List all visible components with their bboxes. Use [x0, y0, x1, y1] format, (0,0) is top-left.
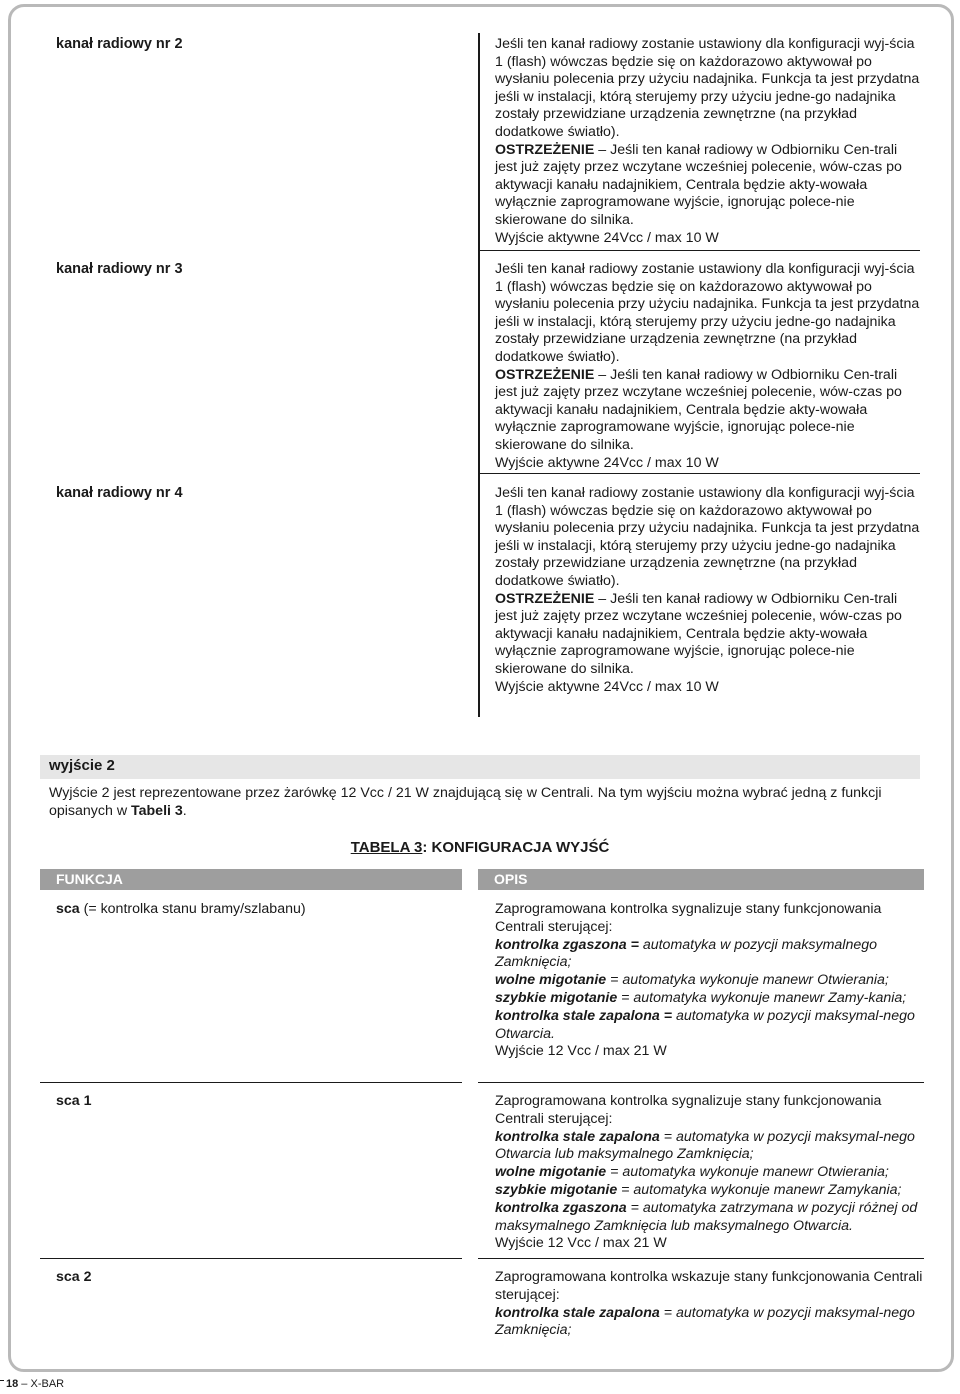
row-separator [478, 1082, 924, 1083]
function-description [495, 1093, 925, 1253]
channel-label: kanał radiowy nr 2 [56, 36, 183, 52]
table-number: TABELA 3 [350, 839, 423, 856]
warning-label: OSTRZEŻENIE [495, 141, 595, 158]
channel-warning [495, 367, 921, 455]
description-item [495, 972, 925, 990]
row-separator [40, 1258, 462, 1259]
function-code: sca 2 [56, 1269, 92, 1285]
item-term: kontrolka zgaszona [495, 1199, 627, 1216]
warning-text: – Jeśli ten kanał radiowy w Odbiorniku Cen-trali jest już zajęty przez wczytane wcześniej polecenie, wów-czas po aktywacji kanału nadajnikiem, Centrala będzie akty-wowała wyłącznie zaprogramowane wyjście, ignorując polece-nie skierowane do silnika. [495, 366, 902, 453]
function-description [495, 901, 925, 1061]
warning-text: – Jeśli ten kanał radiowy w Odbiorniku Cen-trali jest już zajęty przez wczytane wcześniej polecenie, wów-czas po aktywacji kanału nadajnikiem, Centrala będzie akty-wowała wyłącznie zaprogramowane wyjście, ignorując polece-nie skierowane do silnika. [495, 590, 902, 677]
item-text: = automatyka wykonuje manewr Otwierania; [606, 972, 889, 989]
function-name [56, 901, 306, 917]
description-item [495, 1164, 925, 1182]
channel-warning [495, 142, 921, 230]
channel-intro: Jeśli ten kanał radiowy zostanie ustawiony dla konfiguracji wyj-ścia 1 (flash) wówczas będzie się on każdorazowo aktywował po wysłaniu polecenia przy użyciu nadajnika. Funkcja ta jest przydatna jeśli w instalacji, którą sterujemy przy użyciu jedne-go nadajnika zostały przewidziane urządzenia zewnętrzne (na przykład dodatkowe światło). [495, 261, 920, 365]
description-output: Wyjście 12 Vcc / max 21 W [495, 1043, 667, 1060]
item-text: = automatyka wykonuje manewr Zamykania; [617, 1181, 902, 1198]
table-title [0, 839, 960, 856]
item-text: = automatyka wykonuje manewr Zamy-kania; [617, 989, 907, 1006]
description-item [495, 1305, 925, 1341]
item-text: = automatyka w pozycji maksymal-nego Zamknięcia; [495, 1304, 915, 1339]
function-code: sca 1 [56, 1093, 92, 1109]
channel-intro: Jeśli ten kanał radiowy zostanie ustawiony dla konfiguracji wyj-ścia 1 (flash) wówczas będzie się on każdorazowo aktywował po wysłaniu polecenia przy użyciu nadajnika. Funkcja ta jest przydatna jeśli w instalacji, którą sterujemy przy użyciu jedne-go nadajnika zostały przewidziane urządzenia zewnętrzne (na przykład dodatkowe światło). [495, 485, 920, 589]
channel-description [495, 485, 921, 696]
footer-rule [0, 1380, 4, 1381]
row-separator [40, 1082, 462, 1083]
function-note: (= kontrolka stanu bramy/szlabanu) [79, 901, 306, 917]
function-name [56, 1093, 92, 1109]
function-name [56, 1269, 92, 1285]
item-term: szybkie migotanie [495, 1181, 618, 1198]
channel-intro: Jeśli ten kanał radiowy zostanie ustawiony dla konfiguracji wyj-ścia 1 (flash) wówczas będzie się on każdorazowo aktywował po wysłaniu polecenia przy użyciu nadajnika. Funkcja ta jest przydatna jeśli w instalacji, którą sterujemy przy użyciu jedne-go nadajnika zostały przewidziane urządzenia zewnętrzne (na przykład dodatkowe światło). [495, 36, 920, 140]
page-number: 18 [6, 1378, 19, 1390]
item-text: = automatyka w pozycji maksymal-nego Otwarcia lub maksymalnego Zamknięcia; [495, 1128, 915, 1163]
channel-output: Wyjście aktywne 24Vcc / max 10 W [495, 454, 719, 471]
column-header-function: FUNKCJA [40, 869, 462, 890]
channel-warning [495, 591, 921, 679]
item-term: szybkie migotanie [495, 989, 618, 1006]
product-name: – X-BAR [18, 1378, 65, 1390]
description-lead: Zaprogramowana kontrolka sygnalizuje stany funkcjonowania Centrali sterującej: [495, 1093, 882, 1127]
item-term: wolne migotanie [495, 972, 607, 989]
channel-description [495, 36, 921, 247]
item-text: = automatyka zatrzymana w pozycji różnej od maksymalnego Zamknięcia lub maksymalnego Otwarcia. [495, 1199, 918, 1234]
warning-label: OSTRZEŻENIE [495, 366, 595, 383]
section-title: wyjście 2 [49, 757, 115, 774]
description-lead: Zaprogramowana kontrolka wskazuje stany funkcjonowania Centrali sterującej: [495, 1269, 923, 1303]
description-lead: Zaprogramowana kontrolka sygnalizuje stany funkcjonowania Centrali sterującej: [495, 901, 882, 935]
function-code: sca [56, 901, 80, 917]
item-text: = automatyka wykonuje manewr Otwierania; [606, 1164, 889, 1181]
description-item [495, 1200, 925, 1236]
column-divider [478, 33, 480, 717]
row-separator [478, 1258, 924, 1259]
description-item [495, 937, 925, 973]
item-term: wolne migotanie [495, 1164, 607, 1181]
function-description [495, 1269, 925, 1340]
item-text: automatyka w pozycji maksymal-nego Otwarcia. [495, 1007, 915, 1042]
warning-label: OSTRZEŻENIE [495, 590, 595, 607]
row-separator [478, 250, 920, 251]
channel-label: kanał radiowy nr 3 [56, 261, 183, 277]
description-item [495, 1129, 925, 1165]
item-term: kontrolka zgaszona = [495, 936, 643, 953]
warning-text: – Jeśli ten kanał radiowy w Odbiorniku Cen-trali jest już zajęty przez wczytane wcześniej polecenie, wów-czas po aktywacji kanału nadajnikiem, Centrala będzie akty-wowała wyłącznie zaprogramowane wyjście, ignorując polece-nie skierowane do silnika. [495, 141, 902, 228]
description-item [495, 990, 925, 1008]
channel-output: Wyjście aktywne 24Vcc / max 10 W [495, 678, 719, 695]
channel-output: Wyjście aktywne 24Vcc / max 10 W [495, 229, 719, 246]
intro-text: Wyjście 2 jest reprezentowane przez żarówkę 12 Vcc / 21 W znajdującą się w Centrali. Na tym wyjściu można wybrać jedną z funkcji opisanych w [49, 785, 882, 819]
channel-description [495, 261, 921, 472]
table-name: : KONFIGURACJA WYJŚĆ [422, 839, 610, 856]
description-item [495, 1008, 925, 1044]
table-reference-link[interactable]: Tabeli 3 [131, 803, 183, 819]
channel-label: kanał radiowy nr 4 [56, 485, 183, 501]
item-text: automatyka w pozycji maksymalnego Zamknięcia; [495, 936, 878, 971]
item-term: kontrolka stale zapalona = [495, 1007, 676, 1024]
page-footer [6, 1378, 64, 1390]
description-item [495, 1182, 925, 1200]
description-output: Wyjście 12 Vcc / max 21 W [495, 1235, 667, 1252]
row-separator [478, 473, 920, 474]
item-term: kontrolka stale zapalona [495, 1128, 660, 1145]
section-header-bar [40, 755, 920, 779]
section-intro [49, 784, 929, 820]
intro-end: . [182, 803, 187, 819]
item-term: kontrolka stale zapalona [495, 1304, 660, 1321]
column-header-description: OPIS [478, 869, 924, 890]
